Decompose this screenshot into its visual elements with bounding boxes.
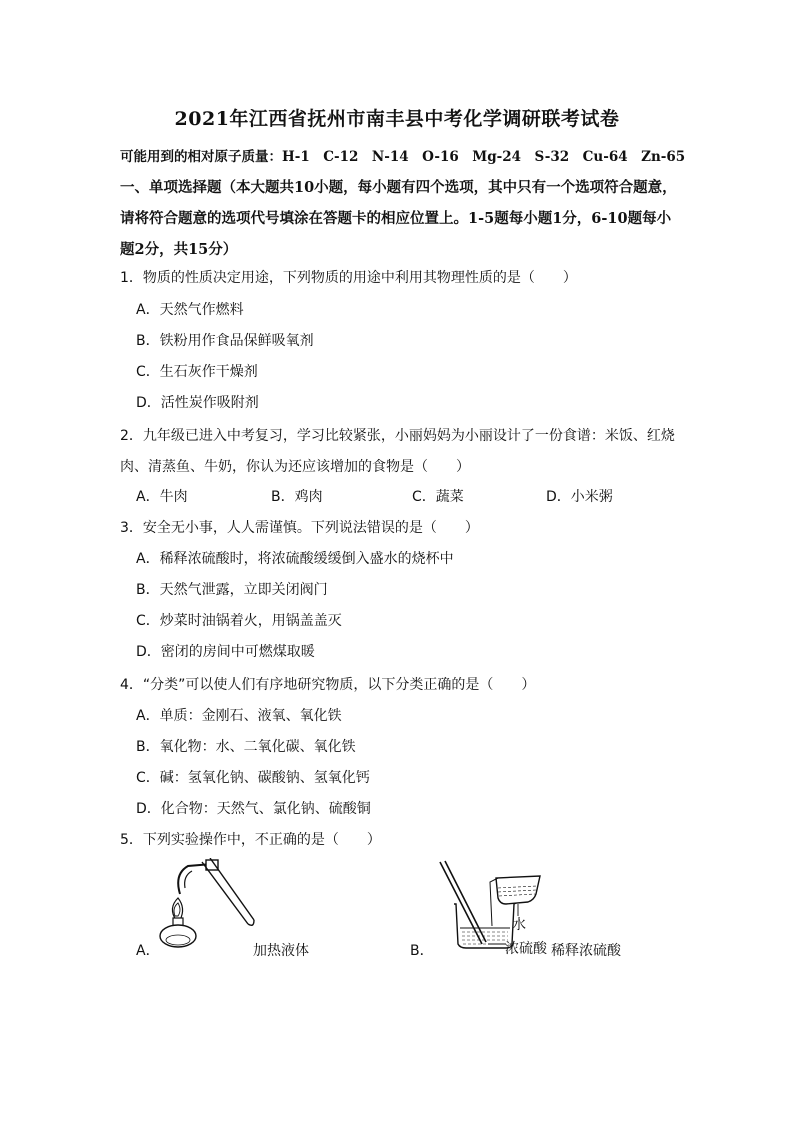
question-1-option-c: C．生石灰作干燥剂 xyxy=(136,364,258,380)
question-5-option-b: B． xyxy=(410,943,434,959)
section-heading: 一、单项选择题（本大题共10小题，每小题有四个选项，其中只有一个选项符合题意，请将符合题意的选项代号填涂在答题卡的相应位置上。1-5题每小题1分，6-10题每小题2分，共15分） xyxy=(120,179,677,258)
page-title: 2021年江西省抚州市南丰县中考化学调研联考试卷 xyxy=(174,108,620,130)
dilution-figure xyxy=(436,858,556,950)
question-4-option-d: D．化合物：天然气、氯化钠、硫酸铜 xyxy=(136,801,371,817)
question-4-stem: 4．“分类”可以使人们有序地研究物质，以下分类正确的是（ ） xyxy=(120,677,536,693)
question-1-stem: 1．物质的性质决定用途，下列物质的用途中利用其物理性质的是（ ） xyxy=(120,270,577,286)
figure-a-caption: 加热液体 xyxy=(253,943,309,959)
question-1-option-a: A．天然气作燃料 xyxy=(136,302,244,318)
question-3-option-a: A．稀释浓硫酸时，将浓硫酸缓缓倒入盛水的烧杯中 xyxy=(136,551,454,567)
question-4-option-a: A．单质：金刚石、液氧、氧化铁 xyxy=(136,708,342,724)
question-1-option-b: B．铁粉用作食品保鲜吸氧剂 xyxy=(136,333,314,349)
question-2-options xyxy=(136,487,696,507)
question-5-option-a: A． xyxy=(136,943,160,959)
atomic-masses: 可能用到的相对原子质量：H-1 C-12 N-14 O-16 Mg-24 S-32 Cu-64 Zn-65 xyxy=(120,149,686,165)
figure-b-caption: 稀释浓硫酸 xyxy=(551,943,621,959)
heating-liquid-figure xyxy=(150,858,260,950)
figure-b-water-label: 水 xyxy=(512,917,526,933)
question-1-option-d: D．活性炭作吸附剂 xyxy=(136,395,259,411)
question-2-option-d: D．小米粥 xyxy=(546,489,613,505)
question-4-option-b: B．氧化物：水、二氧化碳、氧化铁 xyxy=(136,739,356,755)
question-3-option-b: B．天然气泄露，立即关闭阀门 xyxy=(136,582,328,598)
question-3-stem: 3．安全无小事，人人需谨慎。下列说法错误的是（ ） xyxy=(120,520,479,536)
question-3-option-c: C．炒菜时油锅着火，用锅盖盖灭 xyxy=(136,613,342,629)
question-2-option-b: B．鸡肉 xyxy=(271,489,323,505)
question-2-stem: 2．九年级已进入中考复习，学习比较紧张，小丽妈妈为小丽设计了一份食谱：米饭、红烧肉、清蒸鱼、牛奶，你认为还应该增加的食物是（ ） xyxy=(120,428,675,475)
question-5-stem: 5．下列实验操作中，不正确的是（ ） xyxy=(120,832,381,848)
question-4-option-c: C．碱：氢氧化钠、碳酸钠、氢氧化钙 xyxy=(136,770,370,786)
question-2-option-c: C．蔬菜 xyxy=(412,489,464,505)
question-3-option-d: D．密闭的房间中可燃煤取暖 xyxy=(136,644,315,660)
figure-b-acid-label: 浓硫酸 xyxy=(505,941,547,957)
question-2-option-a: A．牛肉 xyxy=(136,489,188,505)
